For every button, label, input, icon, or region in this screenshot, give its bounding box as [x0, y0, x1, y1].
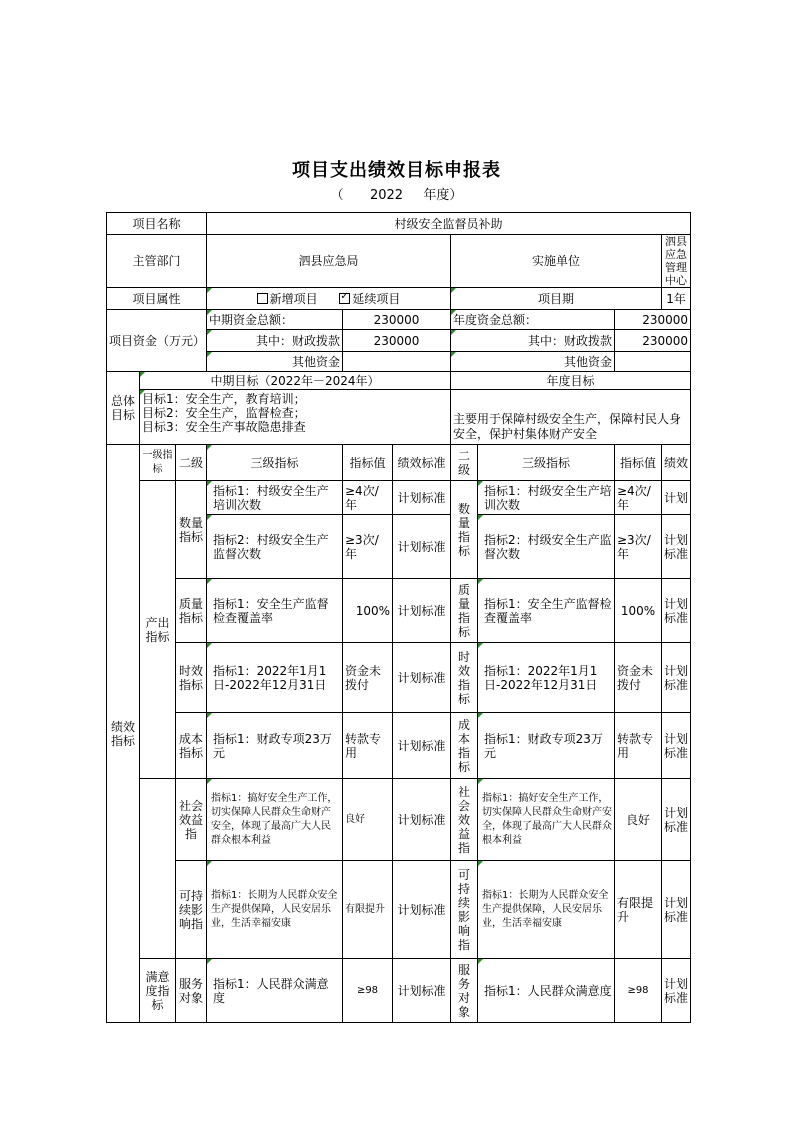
l3-cell-right: 指标1：搞好安全生产工作，切实保障人民群众生命财产安全，体现了最高广大人民群众根本利益: [478, 779, 615, 861]
standard-cell-right: 计划标准: [662, 643, 691, 713]
l3-cell: 指标1：人民群众满意度: [207, 959, 343, 1023]
l3-cell: 指标1：财政专项23万元: [207, 713, 343, 779]
value-cell-right: ≥4次/年: [615, 481, 662, 515]
year-open: （: [330, 188, 344, 203]
value-header: 指标值: [343, 445, 393, 481]
l2-service: 服务对象: [176, 959, 207, 1023]
standard-cell: 计划标准: [393, 779, 451, 861]
level1-header: 一级指标: [140, 445, 176, 481]
l3-cell: 指标1：安全生产监督检查覆盖率: [207, 579, 343, 643]
attr-label: 项目属性: [107, 288, 207, 310]
l3-cell-right: 指标1：2022年1月1日-2022年12月31日: [478, 643, 615, 713]
year-fiscal-value: 230000: [615, 330, 691, 352]
l2-timeliness-right: 时效指标: [451, 643, 478, 713]
impl-value: 泗县应急管理中心: [662, 235, 691, 288]
value-cell: 转款专用: [343, 713, 393, 779]
attr-new-label: 新增项目: [269, 291, 318, 306]
standard-cell: 计划标准: [393, 713, 451, 779]
value-cell: 100%: [343, 579, 393, 643]
standard-cell-right: 计划标准: [662, 779, 691, 861]
value-cell-right: 有限提升: [615, 861, 662, 959]
standard-cell-right: 计划标准: [662, 959, 691, 1023]
l2-social-right: 社会效益指: [451, 779, 478, 861]
standard-cell-right: 计划标准: [662, 579, 691, 643]
l2-quantity: 数量指标: [176, 481, 207, 579]
l3-cell-right: 指标1：村级安全生产培训次数: [478, 481, 615, 515]
year-close: 年度）: [423, 188, 463, 203]
value-cell: ≥3次/年: [343, 515, 393, 579]
year-goal-content: 主要用于保障村级安全生产，保障村民人身安全，保护村集体财产安全: [451, 390, 691, 445]
l2-cost-right: 成本指标: [451, 713, 478, 779]
mid-goal-line: 目标2：安全生产，监督检查；: [142, 406, 306, 420]
mid-goal-content: [140, 390, 451, 445]
standard-cell-right: 计划标准: [662, 515, 691, 579]
page-title: 项目支出绩效目标申报表: [292, 160, 501, 181]
mid-goal-line: 目标3：安全生产事故隐患排查: [142, 420, 306, 434]
standard-cell: 计划标准: [393, 861, 451, 959]
l2-sustainable: 可持续影响指: [176, 861, 207, 959]
mid-fiscal-value: 230000: [343, 330, 451, 352]
attr-cont-label: 延续项目: [352, 291, 401, 306]
year-line: [0, 184, 793, 203]
mid-fiscal-label: 其中：财政拨款: [207, 330, 343, 352]
standard-cell: 计划标准: [393, 959, 451, 1023]
standard-cell-right: 计划标准: [662, 713, 691, 779]
l2-quality: 质量指标: [176, 579, 207, 643]
value-cell: ≥4次/年: [343, 481, 393, 515]
l2-social: 社会效益指: [176, 779, 207, 861]
value-cell-right: 100%: [615, 579, 662, 643]
l3-cell: 指标1：村级安全生产培训次数: [207, 481, 343, 515]
l2-sustainable-right: 可持续影响指: [451, 861, 478, 959]
year-other-label: 其他资金: [451, 352, 615, 372]
level3-header: 三级指标: [207, 445, 343, 481]
value-cell: 有限提升: [343, 861, 393, 959]
l3-cell: 指标1：长期为人民群众安全生产提供保障，人民安居乐业，生活幸福安康: [207, 861, 343, 959]
year-total-label: 年度资金总额：: [451, 310, 615, 330]
l3-cell-right: 指标1：长期为人民群众安全生产提供保障，人民安居乐业，生活幸福安康: [478, 861, 615, 959]
attr-new-checkbox[interactable]: [257, 293, 268, 304]
l2-quantity-right: 数量指标: [451, 481, 478, 579]
year-goal-header: 年度目标: [451, 372, 691, 390]
mid-total-value: 230000: [343, 310, 451, 330]
mid-goal-line: 目标1：安全生产，教育培训；: [142, 392, 306, 406]
l3-cell-right: 指标1：人民群众满意度: [478, 959, 615, 1023]
l3-cell: 指标1：搞好安全生产工作，切实保障人民群众生命财产安全，体现了最高广大人民群众根本利益: [207, 779, 343, 861]
l3-cell: 指标1：2022年1月1日-2022年12月31日: [207, 643, 343, 713]
l2-quality-right: 质量指标: [451, 579, 478, 643]
indicators-section-label: 绩效指标: [107, 445, 140, 1023]
year-total-value: 230000: [615, 310, 691, 330]
standard-cell-right: 计划: [662, 481, 691, 515]
dept-value: 泗县应急局: [207, 235, 451, 288]
l3-cell-right: 指标1：安全生产监督检查覆盖率: [478, 579, 615, 643]
value-cell-right: 良好: [615, 779, 662, 861]
project-name-value: 村级安全监督员补助: [207, 213, 691, 235]
value-cell-right: 转款专用: [615, 713, 662, 779]
attr-cont-checkbox[interactable]: [339, 293, 350, 304]
standard-cell: 计划标准: [393, 515, 451, 579]
value-header-right: 指标值: [615, 445, 662, 481]
year-other-value: [615, 352, 691, 372]
fund-label: 项目资金（万元）: [107, 310, 207, 372]
year-fiscal-label: 其中：财政拨款: [451, 330, 615, 352]
mid-goal-header: 中期目标（2022年－2024年）: [140, 372, 451, 390]
mid-other-value: [343, 352, 451, 372]
impl-label: 实施单位: [451, 235, 662, 288]
satisfaction-indicators-label: 满意度指标: [140, 959, 176, 1023]
value-cell: ≥98: [343, 959, 393, 1023]
performance-table: [106, 212, 691, 1023]
dept-label: 主管部门: [107, 235, 207, 288]
level2-header: 二级: [176, 445, 207, 481]
value-cell-right: 资金未拨付: [615, 643, 662, 713]
l2-service-right: 服务对象: [451, 959, 478, 1023]
standard-cell: 计划标准: [393, 643, 451, 713]
l3-cell: 指标2：村级安全生产监督次数: [207, 515, 343, 579]
goals-section-label: 总体目标: [107, 372, 140, 445]
year-value: 2022: [369, 188, 404, 203]
value-cell: 资金未拨付: [343, 643, 393, 713]
standard-header: 绩效标准: [393, 445, 451, 481]
level2-header-right: 二级: [451, 445, 478, 481]
value-cell-right: ≥98: [615, 959, 662, 1023]
attr-options: [207, 288, 451, 310]
l3-cell-right: 指标1：财政专项23万元: [478, 713, 615, 779]
l2-cost: 成本指标: [176, 713, 207, 779]
standard-cell: 计划标准: [393, 579, 451, 643]
output-indicators-label: 产出指标: [140, 481, 176, 779]
effect-indicators-blank: [140, 779, 176, 959]
mid-total-label: 中期资金总额：: [207, 310, 343, 330]
standard-header-right: 绩效: [662, 445, 691, 481]
period-label: 项目期: [451, 288, 662, 310]
standard-cell-right: 计划标准: [662, 861, 691, 959]
l3-cell-right: 指标2：村级安全生产监督次数: [478, 515, 615, 579]
level3-header-right: 三级指标: [478, 445, 615, 481]
value-cell: 良好: [343, 779, 393, 861]
mid-other-label: 其他资金: [207, 352, 343, 372]
l2-timeliness: 时效指标: [176, 643, 207, 713]
standard-cell: 计划标准: [393, 481, 451, 515]
project-name-label: 项目名称: [107, 213, 207, 235]
value-cell-right: ≥3次/年: [615, 515, 662, 579]
period-value: 1年: [662, 288, 691, 310]
